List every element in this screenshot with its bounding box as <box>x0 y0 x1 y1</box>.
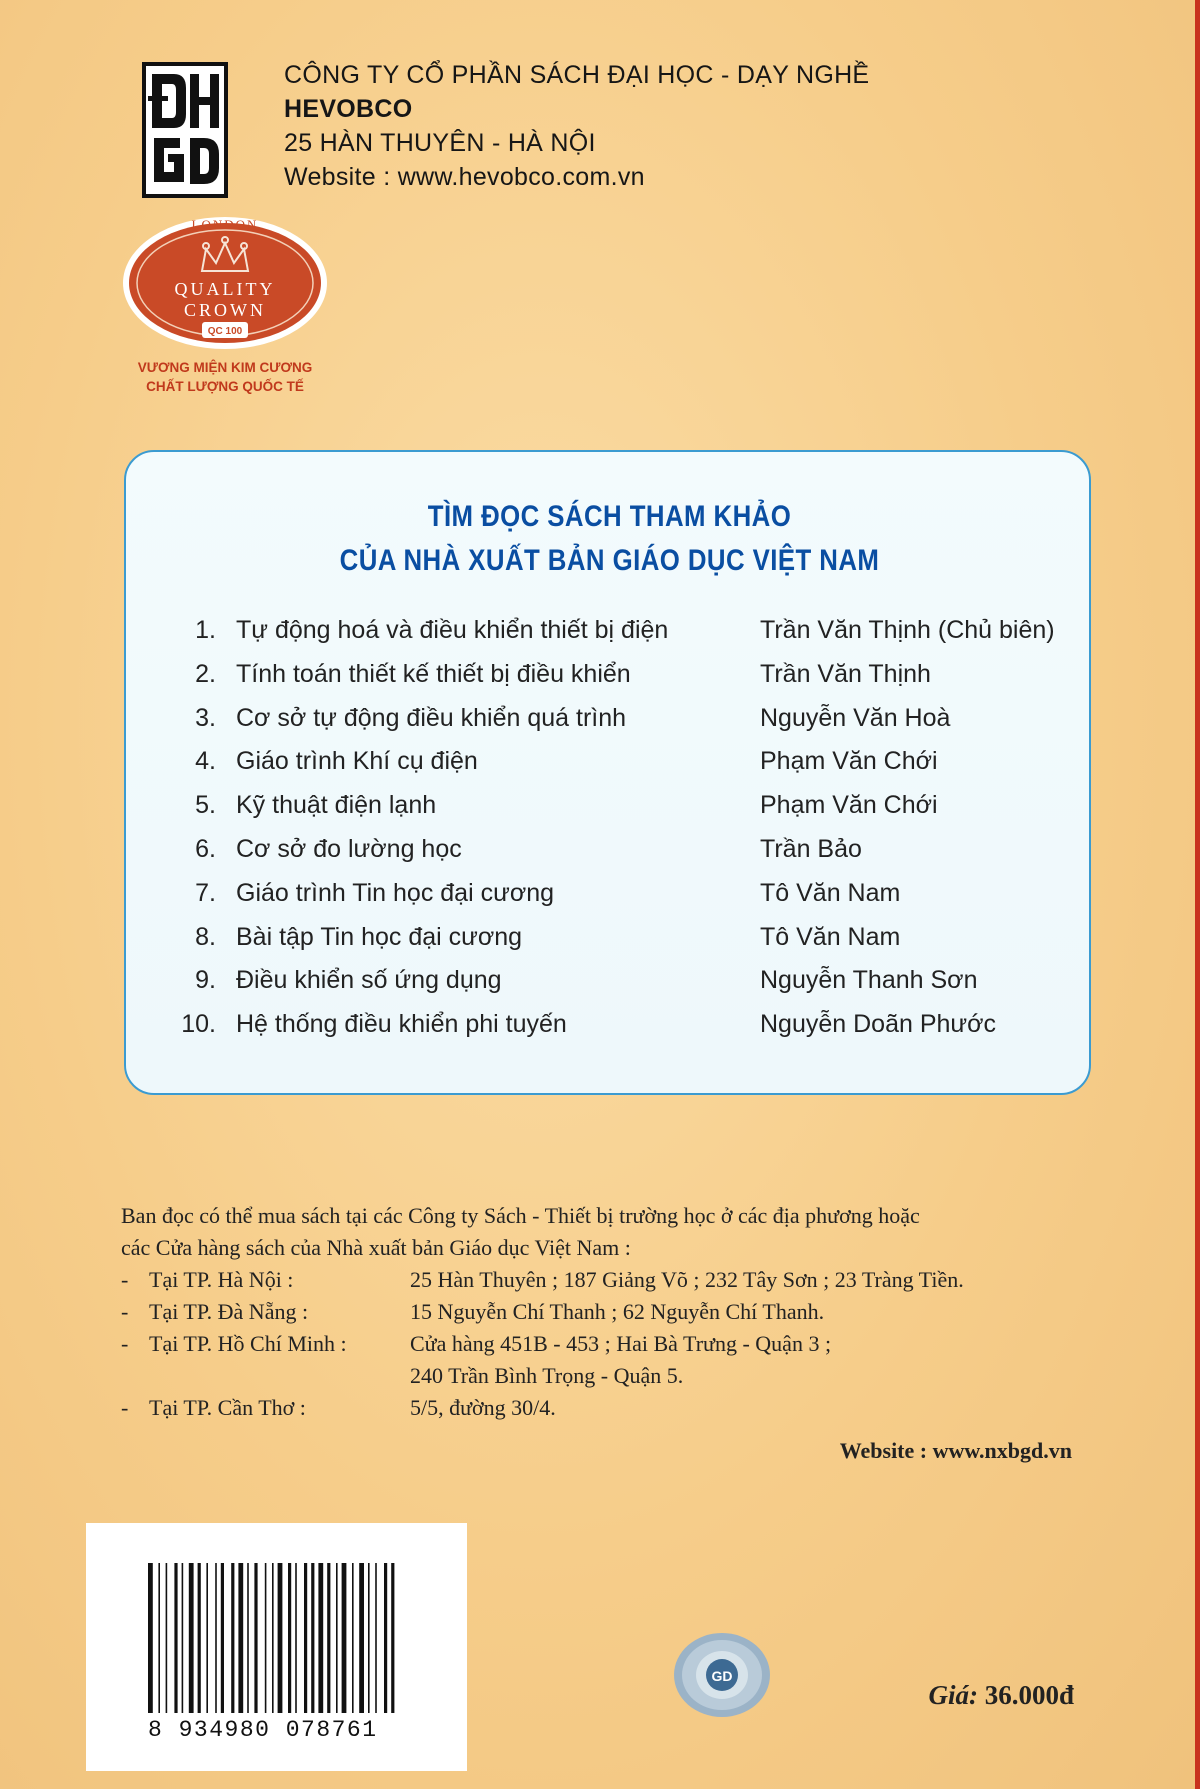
barcode-bar <box>272 1563 274 1713</box>
store-row: - Tại TP. Cần Thơ : 5/5, đường 30/4. <box>121 1395 556 1420</box>
barcode-bar <box>265 1563 267 1713</box>
barcode-bar <box>182 1563 184 1713</box>
nxbgd-website: Website : www.nxbgd.vn <box>839 1438 1072 1463</box>
publisher-logo <box>142 62 228 198</box>
award-top-text: LONDON <box>191 217 259 232</box>
list-item: 5. Kỹ thuật điện lạnh Phạm Văn Chới <box>195 791 938 820</box>
company-name: CÔNG TY CỔ PHẦN SÁCH ĐẠI HỌC - DẠY NGHỀ <box>284 61 870 89</box>
barcode-bar <box>148 1563 153 1713</box>
buy-intro-line2: các Cửa hàng sách của Nhà xuất bản Giáo dục Việt Nam : <box>121 1235 631 1260</box>
where-to-buy <box>121 1200 1081 1424</box>
publisher-info <box>284 58 869 194</box>
barcode-bar <box>368 1563 370 1713</box>
barcode-bar <box>189 1563 194 1713</box>
reference-books-panel <box>124 450 1091 1095</box>
barcode-bar <box>174 1563 177 1713</box>
brand-name: HEVOBCO <box>284 95 413 123</box>
list-item: 1. Tự động hoá và điều khiển thiết bị điện Trần Văn Thịnh (Chủ biên) <box>195 616 1055 644</box>
store-row: - Tại TP. Hà Nội : 25 Hàn Thuyên ; 187 Giảng Võ ; 232 Tây Sơn ; 23 Tràng Tiền. <box>121 1267 964 1292</box>
list-item: 2. Tính toán thiết kế thiết bị điều khiển Trần Văn Thịnh <box>195 659 931 688</box>
barcode-bar <box>352 1563 354 1713</box>
barcode-bar <box>198 1563 201 1713</box>
barcode-bar <box>304 1563 307 1713</box>
list-item: 6. Cơ sở đo lường học Trần Bảo <box>195 834 862 863</box>
list-item: 9. Điều khiển số ứng dụng Nguyễn Thanh Sơn <box>195 966 978 995</box>
award-line2: CROWN <box>184 300 266 320</box>
price <box>928 1680 1074 1711</box>
spine-edge <box>1195 0 1200 1789</box>
award-caption-line1: VƯƠNG MIỆN KIM CƯƠNG <box>137 360 313 375</box>
barcode-bar <box>254 1563 257 1713</box>
book-list <box>166 610 1066 1048</box>
barcode-bar <box>375 1563 377 1713</box>
barcode-bar <box>391 1563 394 1713</box>
panel-title-line1: TÌM ĐỌC SÁCH THAM KHẢO <box>427 500 792 533</box>
barcode-bar <box>215 1563 217 1713</box>
barcode-bar <box>342 1563 347 1713</box>
award-line1: QUALITY <box>174 279 276 299</box>
list-item: 3. Cơ sở tự động điều khiển quá trình Nguyễn Văn Hoà <box>195 703 951 732</box>
list-item: 4. Giáo trình Khí cụ điện Phạm Văn Chới <box>195 747 938 776</box>
barcode-bar <box>318 1563 323 1713</box>
list-item: 8. Bài tập Tin học đại cương Tô Văn Nam <box>195 922 901 951</box>
list-item: 10. Hệ thống điều khiển phi tuyến Nguyễn Doãn Phước <box>181 1010 997 1039</box>
barcode-bar <box>166 1563 168 1713</box>
barcode-digits: 8 934980 078761 <box>148 1717 378 1743</box>
barcode-bar <box>231 1563 234 1713</box>
barcode-bar <box>288 1563 291 1713</box>
award-caption <box>125 358 325 396</box>
barcode-bar <box>206 1563 208 1713</box>
award-code: QC 100 <box>207 326 243 337</box>
barcode-bar <box>359 1563 364 1713</box>
list-item: 7. Giáo trình Tin học đại cương Tô Văn Nam <box>195 878 901 907</box>
barcode-bar <box>311 1563 314 1713</box>
barcode-bar <box>158 1563 160 1713</box>
barcode-bar <box>221 1563 224 1713</box>
buy-intro-line1: Ban đọc có thể mua sách tại các Công ty Sách - Thiết bị trường học ở các địa phương hoặc <box>121 1203 920 1228</box>
barcode-bar <box>247 1563 249 1713</box>
store-row: - Tại TP. Hồ Chí Minh : Cửa hàng 451B - 453 ; Hai Bà Trưng - Quận 3 ; <box>121 1331 832 1356</box>
hologram-seal <box>672 1630 772 1725</box>
barcode <box>86 1523 467 1771</box>
dh-logo-icon <box>146 66 224 194</box>
award-caption-line2: CHẤT LƯỢNG QUỐC TẾ <box>146 379 304 394</box>
company-website: Website : www.hevobco.com.vn <box>284 163 645 191</box>
quality-crown-badge <box>120 213 330 358</box>
store-row: 240 Trần Bình Trọng - Quận 5. <box>410 1363 684 1388</box>
barcode-bar <box>336 1563 338 1713</box>
price-label: Giá: <box>928 1680 978 1710</box>
barcode-bar <box>295 1563 297 1713</box>
panel-title-line2: CỦA NHÀ XUẤT BẢN GIÁO DỤC VIỆT NAM <box>339 544 880 577</box>
barcode-icon <box>86 1523 467 1723</box>
svg-text:GD: GD <box>711 1668 733 1684</box>
store-row: - Tại TP. Đà Nẵng : 15 Nguyễn Chí Thanh ; 62 Nguyễn Chí Thanh. <box>121 1299 825 1324</box>
company-address: 25 HÀN THUYÊN - HÀ NỘI <box>284 129 596 157</box>
barcode-bar <box>327 1563 330 1713</box>
barcode-bar <box>384 1563 387 1713</box>
price-value: 36.000đ <box>984 1680 1074 1710</box>
barcode-bar <box>238 1563 243 1713</box>
barcode-bar <box>278 1563 283 1713</box>
